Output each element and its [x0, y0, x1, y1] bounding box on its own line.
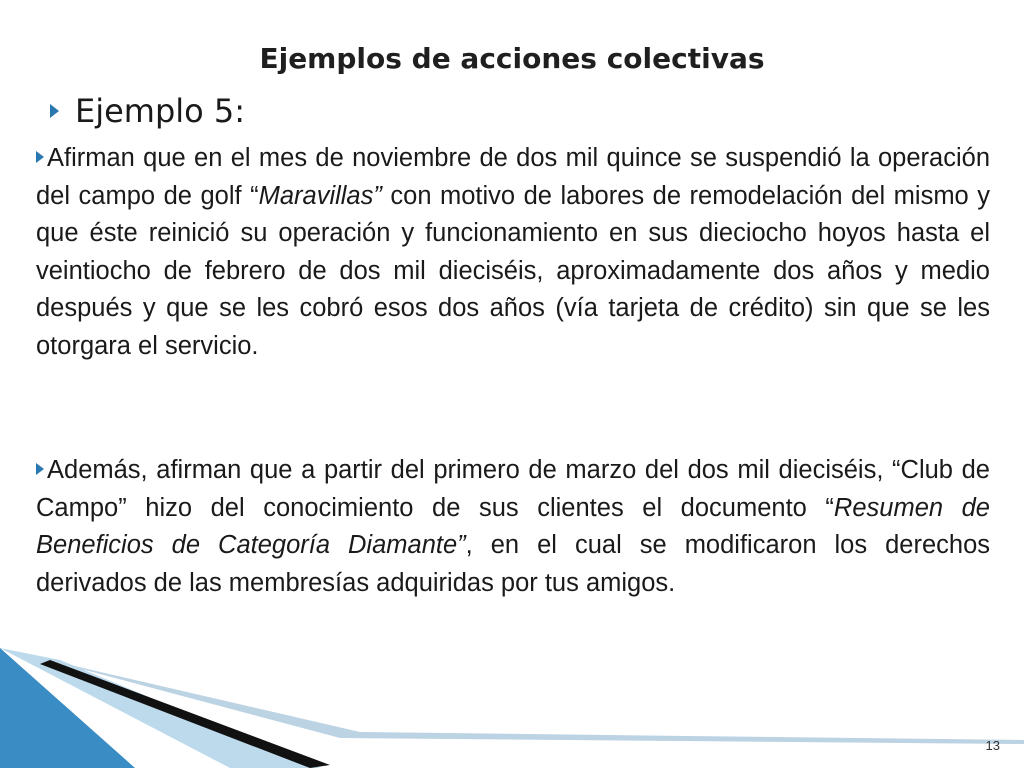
triangle-bullet-icon — [36, 151, 44, 163]
paragraph-1 — [36, 140, 990, 365]
paragraph-2 — [36, 452, 990, 602]
decorative-swoosh — [0, 640, 1024, 768]
triangle-bullet-icon — [36, 463, 44, 475]
subheading-text: Ejemplo 5: — [75, 92, 246, 130]
paragraph-1-italic: Maravillas” — [258, 181, 382, 210]
subheading — [50, 92, 245, 130]
paragraph-2-italic: Resumen de Beneficios de Categoría Diamante” — [36, 493, 990, 559]
triangle-bullet-icon — [50, 104, 59, 118]
paragraph-2-text: Además, afirman que a partir del primero de marzo del dos mil dieciséis, “Club de Campo” hizo del conocimiento de sus clientes el documento “ — [36, 456, 990, 522]
page-number: 13 — [985, 738, 1000, 753]
slide-title: Ejemplos de acciones colectivas — [259, 42, 765, 75]
paragraph-2-text-end: , en el cual se modificaron los derechos derivados de las membresías adquiridas por tus amigos. — [36, 531, 991, 597]
paragraph-1-text: Afirman que en el mes de noviembre de dos mil quince se suspendió la operación del campo de golf “ — [36, 144, 990, 210]
paragraph-1-text-end: con motivo de labores de remodelación del mismo y que éste reinició su operación y funcionamiento en sus dieciocho hoyos hasta el veintiocho de febrero de dos mil dieciséis, aproximadamente dos años y medio después y que se les cobró esos dos años (vía tarjeta de crédito) sin que se les otorgara el servicio. — [36, 181, 991, 360]
